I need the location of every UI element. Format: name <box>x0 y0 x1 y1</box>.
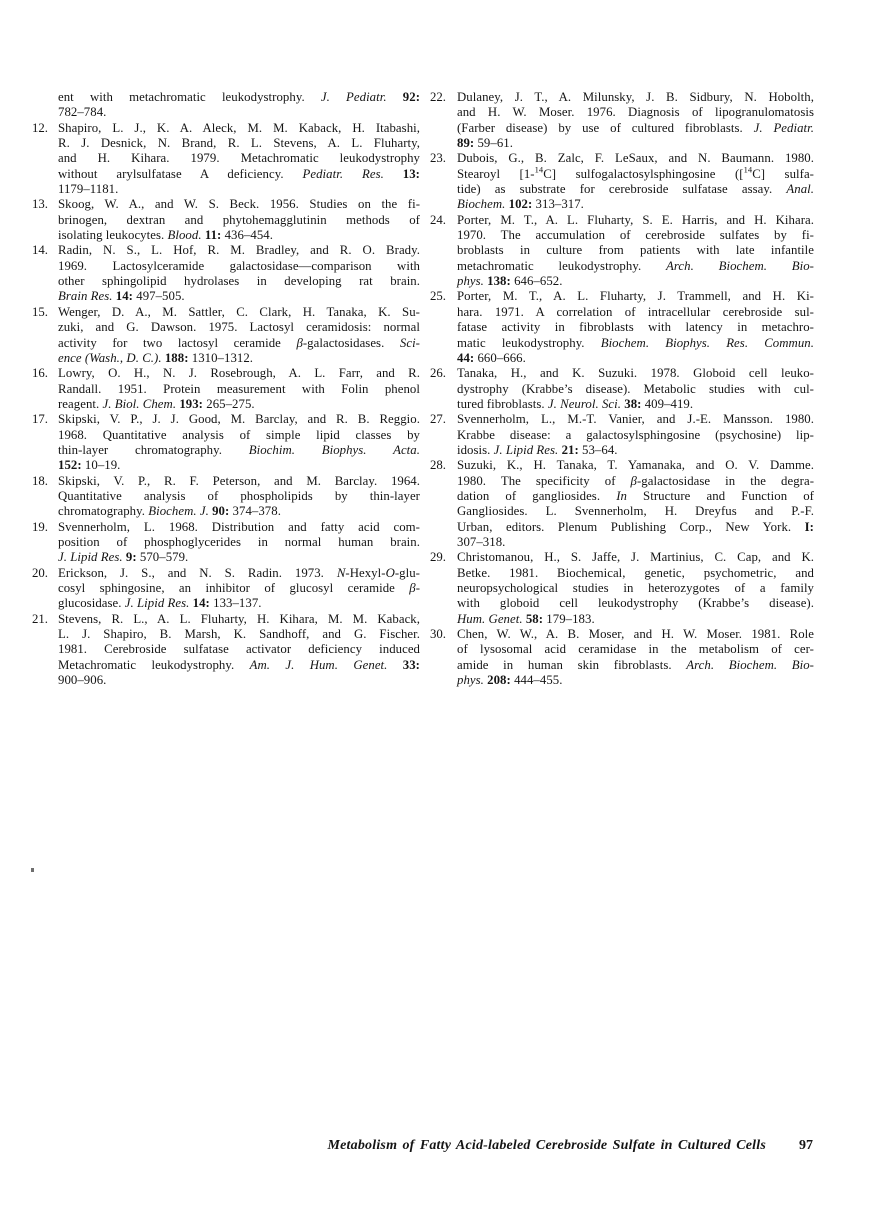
reference-number: 16. <box>32 366 48 381</box>
reference-line: Chen, W. W., A. B. Moser, and H. W. Moser. 1981. Role <box>457 627 814 642</box>
reference-number: 18. <box>32 473 48 488</box>
reference-line: Stearoyl [1-$^{14}$C] sulfogalactosylsphingosine ([$^{14}$C] sulfa- <box>457 164 814 181</box>
reference-text <box>457 366 814 412</box>
reference-line: isolating leukocytes. Blood. 11: 436–454. <box>58 228 273 243</box>
reference-number: 28. <box>430 458 446 473</box>
reference-line: idosis. J. Lipid Res. 21: 53–64. <box>457 442 618 457</box>
reference-text <box>457 550 814 627</box>
reference-line: ent with metachromatic leukodystrophy. J. Pediatr. 92: <box>58 90 421 104</box>
reference-line: 89: 59–61. <box>457 136 513 151</box>
reference-item <box>32 197 420 243</box>
reference-line: Tanaka, H., and K. Suzuki. 1978. Globoid cell leuko- <box>457 366 814 381</box>
reference-line: Shapiro, L. J., K. A. Aleck, M. M. Kaback, H. Itabashi, <box>58 120 420 135</box>
reference-line: matic leukodystrophy. Biochem. Biophys. Res. Commun. <box>457 335 814 350</box>
reference-line: position of phosphoglycerides in normal human brain. <box>58 534 420 549</box>
reference-item <box>430 412 814 458</box>
reference-item <box>32 305 420 366</box>
reference-line: Porter, M. T., A. L. Fluharty, J. Trammell, and H. Ki- <box>457 289 814 304</box>
reference-text <box>58 474 420 520</box>
reference-line: 1179–1181. <box>58 182 119 197</box>
reference-line: 1981. Cerebroside sulfatase activator deficiency induced <box>58 642 420 657</box>
reference-line: and H. Kihara. 1979. Metachromatic leukodystrophy <box>58 151 420 166</box>
reference-line: Hum. Genet. 58: 179–183. <box>457 611 595 626</box>
reference-line: Metachromatic leukodystrophy. Am. J. Hum. Genet. 33: <box>58 657 420 672</box>
reference-line: and H. W. Moser. 1976. Diagnosis of lipogranulomatosis <box>457 105 814 120</box>
reference-line: Brain Res. 14: 497–505. <box>58 289 185 304</box>
reference-line: cosyl sphingosine, an inhibitor of glucosyl ceramide β- <box>58 581 420 595</box>
reference-line: Krabbe disease: a galactosylsphingosine (psychosine) lip- <box>457 427 814 442</box>
reference-text <box>58 305 420 366</box>
reference-line: glucosidase. J. Lipid Res. 14: 133–137. <box>58 596 262 611</box>
reference-line: Skipski, V. P., J. J. Good, M. Barclay, and R. B. Reggio. <box>58 412 420 427</box>
reference-line: R. J. Desnick, N. Brand, R. L. Stevens, A. L. Fluharty, <box>58 136 420 151</box>
reference-line: dation of gangliosides. In Structure and Function of <box>457 488 814 503</box>
reference-item <box>430 213 814 290</box>
reference-line: Skipski, V. P., R. F. Peterson, and M. Barclay. 1964. <box>58 473 420 488</box>
reference-item <box>32 90 420 121</box>
reference-line: L. J. Shapiro, B. Marsh, K. Sandhoff, and G. Fischer. <box>58 627 420 642</box>
reference-text <box>457 412 814 458</box>
reference-line: 1969. Lactosylceramide galactosidase—comparison with <box>58 258 420 273</box>
reference-line: fatase activity in fibroblasts with latency in metachro- <box>457 320 814 335</box>
reference-text <box>58 412 420 473</box>
reference-number: 20. <box>32 565 48 580</box>
scan-artifact-speck <box>31 868 34 872</box>
reference-line: metachromatic leukodystrophy. Arch. Biochem. Bio- <box>457 258 814 273</box>
reference-text <box>457 90 814 151</box>
reference-line: of lysosomal acid ceramidase in the metabolism of cer- <box>457 642 814 657</box>
reference-text <box>58 366 420 412</box>
reference-text <box>457 289 814 366</box>
reference-text <box>457 213 814 290</box>
reference-line: 307–318. <box>457 534 506 549</box>
reference-line: Quantitative analysis of phospholipids by thin-layer <box>58 488 420 503</box>
reference-number: 21. <box>32 611 48 626</box>
reference-line: Svennerholm, L., M.-T. Vanier, and J.-E. Mansson. 1980. <box>457 412 814 427</box>
reference-line: Stevens, R. L., A. L. Fluharty, H. Kihara, M. M. Kaback, <box>58 611 420 626</box>
reference-line: dystrophy (Krabbe’s disease). Metabolic studies with cul- <box>457 381 814 396</box>
reference-line: Biochem. 102: 313–317. <box>457 197 584 212</box>
reference-number: 23. <box>430 151 446 166</box>
reference-line: thin-layer chromatography. Biochim. Biophys. Acta. <box>58 442 420 457</box>
reference-number: 26. <box>430 366 446 381</box>
page-number: 97 <box>799 1138 813 1153</box>
reference-number: 25. <box>430 289 446 304</box>
running-title: Metabolism of Fatty Acid-labeled Cerebroside Sulfate in Cultured Cells <box>327 1138 766 1153</box>
reference-text <box>58 243 420 304</box>
reference-number: 22. <box>430 90 446 104</box>
reference-item <box>430 366 814 412</box>
references-column-right <box>430 90 814 688</box>
reference-number: 13. <box>32 197 48 212</box>
reference-item <box>32 121 420 198</box>
reference-line: 1980. The specificity of β-galactosidase in the degra- <box>457 473 815 488</box>
reference-line: chromatography. Biochem. J. 90: 374–378. <box>58 504 281 519</box>
reference-line: other sphingolipid hydrolases in developing rat brain. <box>58 274 420 289</box>
reference-text <box>58 566 420 612</box>
reference-text <box>58 90 420 121</box>
reference-line: Urban, editors. Plenum Publishing Corp., New York. I: <box>457 519 814 534</box>
reference-line: activity for two lactosyl ceramide β-galactosidases. Sci- <box>58 335 420 350</box>
reference-line: Radin, N. S., L. Hof, R. M. Bradley, and R. O. Brady. <box>58 243 420 258</box>
reference-item <box>32 243 420 304</box>
reference-line: 900–906. <box>58 673 107 688</box>
reference-item <box>32 412 420 473</box>
reference-line: Wenger, D. A., M. Sattler, C. Clark, H. Tanaka, K. Su- <box>58 304 420 319</box>
reference-item <box>430 289 814 366</box>
reference-line: with globoid cell leukodystrophy (Krabbe’s disease). <box>457 596 814 611</box>
reference-text <box>58 520 420 566</box>
reference-item <box>32 366 420 412</box>
reference-text <box>58 121 420 198</box>
reference-line: hara. 1971. A correlation of intracellular cerebroside sul- <box>457 304 814 319</box>
reference-line: 1970. The accumulation of cerebroside sulfates by fi- <box>457 228 814 243</box>
reference-line: Dubois, G., B. Zalc, F. LeSaux, and N. Baumann. 1980. <box>457 151 814 166</box>
reference-line: J. Lipid Res. 9: 570–579. <box>58 550 189 565</box>
reference-number: 30. <box>430 627 446 642</box>
reference-item <box>430 90 814 151</box>
reference-text <box>58 197 420 243</box>
reference-number: 14. <box>32 243 48 258</box>
reference-line: zuki, and G. Dawson. 1975. Lactosyl ceramidosis: normal <box>58 320 420 335</box>
reference-line: tide) as substrate for cerebroside sulfatase assay. Anal. <box>457 182 814 197</box>
references-column-left <box>32 90 420 688</box>
reference-text <box>457 458 814 550</box>
reference-line: Svennerholm, L. 1968. Distribution and fatty acid com- <box>58 519 420 534</box>
reference-number: 24. <box>430 212 446 227</box>
reference-item <box>32 474 420 520</box>
reference-line: Dulaney, J. T., A. Milunsky, J. B. Sidbury, N. Hobolth, <box>457 90 814 104</box>
reference-line: tured fibroblasts. J. Neurol. Sci. 38: 409–419. <box>457 396 694 411</box>
reference-item <box>32 612 420 689</box>
reference-line: brinogen, dextran and phytohemagglutinin methods of <box>58 212 420 227</box>
reference-number: 12. <box>32 120 48 135</box>
reference-item <box>430 627 814 688</box>
reference-line: Gangliosides. L. Svennerholm, H. Dreyfus and P.-F. <box>457 504 814 519</box>
reference-line: without arylsulfatase A deficiency. Pediatr. Res. 13: <box>58 166 420 181</box>
reference-item <box>430 151 814 212</box>
reference-item <box>32 566 420 612</box>
reference-number: 15. <box>32 304 48 319</box>
reference-line: neuropsychological studies in heterozygotes of a family <box>457 581 814 595</box>
reference-number: 27. <box>430 412 446 427</box>
reference-line: 152: 10–19. <box>58 458 121 473</box>
reference-line: phys. 208: 444–455. <box>457 673 563 688</box>
reference-line: Erickson, J. S., and N. S. Radin. 1973. N-Hexyl-O-glu- <box>58 565 420 580</box>
reference-number: 17. <box>32 412 48 427</box>
reference-line: Lowry, O. H., N. J. Rosebrough, A. L. Farr, and R. <box>58 366 420 381</box>
reference-item <box>430 458 814 550</box>
reference-item <box>430 550 814 627</box>
reference-line: ence (Wash., D. C.). 188: 1310–1312. <box>58 350 254 365</box>
reference-line: amide in human skin fibroblasts. Arch. Biochem. Bio- <box>457 657 814 672</box>
reference-text <box>58 612 420 689</box>
reference-line: 782–784. <box>58 105 107 120</box>
reference-line: phys. 138: 646–652. <box>457 274 563 289</box>
reference-line: broblasts in culture from patients with late infantile <box>457 243 814 258</box>
reference-line: Christomanou, H., S. Jaffe, J. Martinius, C. Cap, and K. <box>457 550 814 565</box>
reference-number: 19. <box>32 519 48 534</box>
reference-item <box>32 520 420 566</box>
reference-text <box>457 627 814 688</box>
reference-line: Betke. 1981. Biochemical, genetic, psychometric, and <box>457 565 814 580</box>
reference-number: 29. <box>430 550 446 565</box>
reference-line: (Farber disease) by use of cultured fibroblasts. J. Pediatr. <box>457 120 815 135</box>
reference-line: reagent. J. Biol. Chem. 193: 265–275. <box>58 396 255 411</box>
reference-line: Skoog, W. A., and W. S. Beck. 1956. Studies on the fi- <box>58 197 420 212</box>
reference-line: 44: 660–666. <box>457 350 526 365</box>
reference-line: 1968. Quantitative analysis of simple lipid classes by <box>58 427 420 442</box>
reference-text <box>457 151 814 212</box>
reference-line: Porter, M. T., A. L. Fluharty, S. E. Harris, and H. Kihara. <box>457 212 814 227</box>
reference-line: Suzuki, K., H. Tanaka, T. Yamanaka, and O. V. Damme. <box>457 458 814 473</box>
page-footer <box>32 1138 813 1154</box>
reference-line: Randall. 1951. Protein measurement with Folin phenol <box>58 381 420 396</box>
